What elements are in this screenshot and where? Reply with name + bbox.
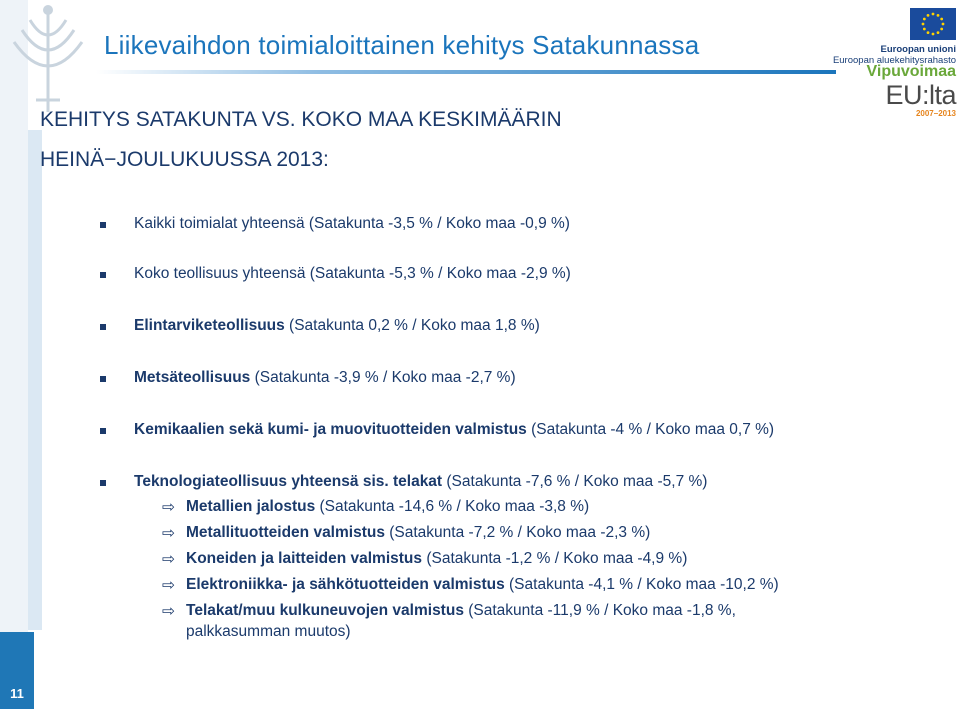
sub-item-continuation: palkkasumman muutos) (186, 623, 351, 640)
item-label: Koko teollisuus yhteensä (134, 265, 306, 282)
item-value: (Satakunta 0,2 % / Koko maa 1,8 %) (284, 317, 540, 334)
arrow-bullet-icon: ⇨ (162, 577, 175, 594)
page-number-badge (0, 632, 34, 709)
eu-star-icon (940, 28, 943, 31)
eu-star-icon (937, 14, 940, 17)
item-value: (Satakunta -4 % / Koko maa 0,7 %) (526, 421, 775, 438)
arrow-bullet-icon: ⇨ (162, 525, 175, 542)
eu-star-icon (932, 33, 935, 36)
square-bullet-icon (100, 480, 106, 486)
title-underline (96, 70, 836, 74)
eu-logo-eulta: EU:lta (885, 80, 956, 110)
eu-star-icon (927, 14, 930, 17)
sub-item-label: Metallien jalostus (186, 498, 316, 515)
item-value: (Satakunta -3,5 % / Koko maa -0,9 %) (304, 215, 570, 232)
sub-item-label: Koneiden ja laitteiden valmistus (186, 550, 423, 567)
sub-item-value: (Satakunta -11,9 % / Koko maa -1,8 %, (463, 602, 736, 619)
eu-star-icon (942, 23, 945, 26)
arrow-bullet-icon: ⇨ (162, 499, 175, 516)
sub-item-value: (Satakunta -7,2 % / Koko maa -2,3 %) (384, 524, 651, 541)
left-decor-stripe (28, 130, 42, 630)
sub-item-value: (Satakunta -1,2 % / Koko maa -4,9 %) (422, 550, 688, 567)
section-heading-line-2: HEINÄ−JOULUKUUSSA 2013: (40, 148, 329, 171)
arrow-bullet-icon: ⇨ (162, 603, 175, 620)
eu-star-icon (923, 28, 926, 31)
eu-star-icon (937, 31, 940, 34)
item-label: Kemikaalien sekä kumi- ja muovituotteiden valmistus (134, 421, 527, 438)
eu-star-icon (923, 18, 926, 21)
eu-flag-icon (910, 8, 956, 40)
sub-item-value: (Satakunta -14,6 % / Koko maa -3,8 %) (315, 498, 590, 515)
university-crest-icon (0, 0, 96, 120)
eu-star-icon (927, 31, 930, 34)
section-heading-line-1: KEHITYS SATAKUNTA VS. KOKO MAA KESKIMÄÄRIN (40, 108, 562, 131)
item-label: Teknologiateollisuus yhteensä sis. telakat (134, 473, 443, 490)
square-bullet-icon (100, 222, 106, 228)
slide-title: Liikevaihdon toimialoittainen kehitys Satakunnassa (104, 30, 700, 60)
eu-star-icon (922, 23, 925, 26)
sub-item-label: Metallituotteiden valmistus (186, 524, 385, 541)
item-label: Elintarviketeollisuus (134, 317, 285, 334)
item-label: Kaikki toimialat yhteensä (134, 215, 305, 232)
eu-logo (830, 4, 958, 122)
item-value: (Satakunta -7,6 % / Koko maa -5,7 %) (442, 473, 708, 490)
eu-star-icon (932, 13, 935, 16)
eu-logo-line-2: Euroopan aluekehitysrahasto (832, 55, 956, 66)
page-number: 11 (10, 686, 24, 701)
item-value: (Satakunta -3,9 % / Koko maa -2,7 %) (250, 369, 516, 386)
square-bullet-icon (100, 376, 106, 382)
sub-item-label: Telakat/muu kulkuneuvojen valmistus (186, 602, 464, 619)
square-bullet-icon (100, 324, 106, 330)
sub-item-label: Elektroniikka- ja sähkötuotteiden valmistus (186, 576, 505, 593)
square-bullet-icon (100, 272, 106, 278)
item-label: Metsäteollisuus (134, 369, 251, 386)
square-bullet-icon (100, 428, 106, 434)
eu-logo-vipuvoimaa: Vipuvoimaa (866, 63, 956, 80)
sub-item-value: (Satakunta -4,1 % / Koko maa -10,2 %) (504, 576, 779, 593)
eu-logo-years: 2007–2013 (915, 109, 956, 118)
arrow-bullet-icon: ⇨ (162, 551, 175, 568)
eu-star-icon (940, 18, 943, 21)
eu-logo-line-1: Euroopan unioni (880, 44, 956, 55)
item-value: (Satakunta -5,3 % / Koko maa -2,9 %) (305, 265, 571, 282)
